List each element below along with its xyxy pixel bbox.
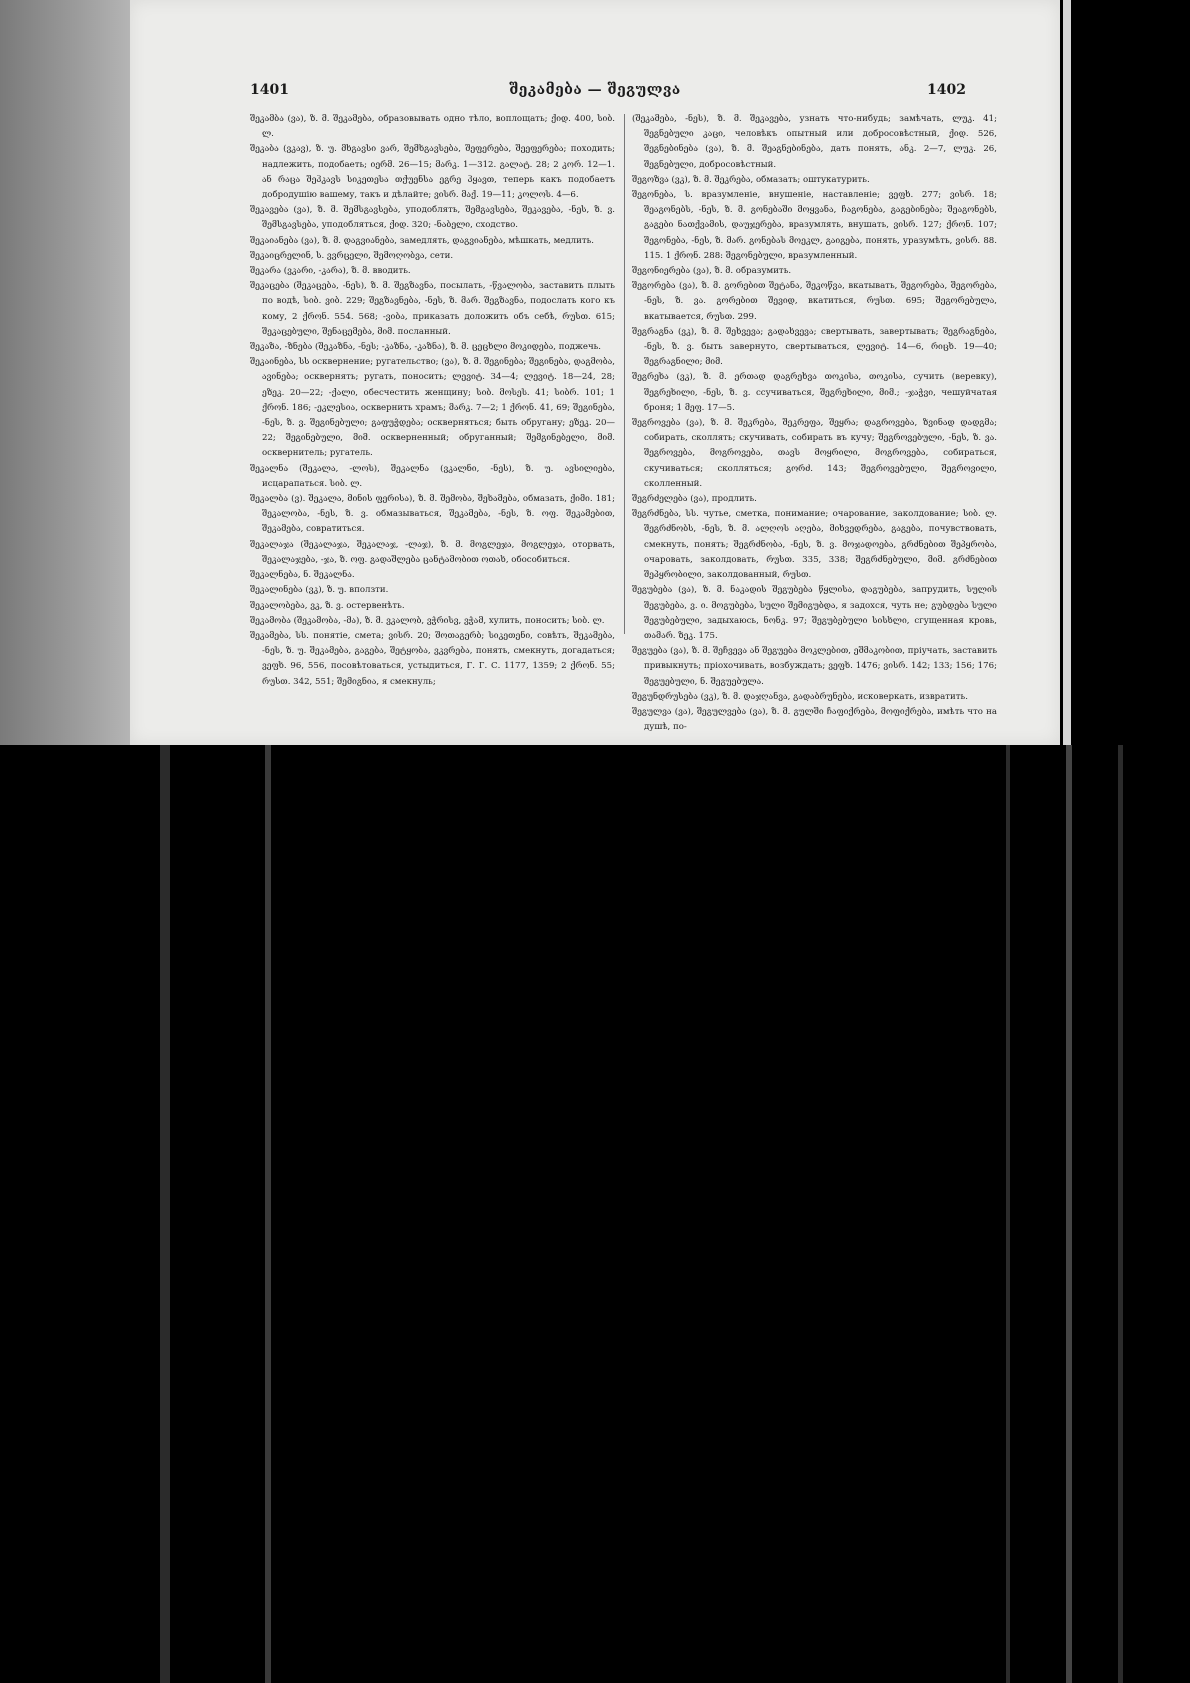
dictionary-entry: შეკამება, სს. понятіе, смета; ვისრ. 20; შოთაგერბ; სიკეთენი, совѣть, შეკამება, -ნეს, ზ. უ. შეკამება, გაგება, შეტყობა, ვკვრება, понять, смекнуть, догадаться; ვეფხ. 96, 556, посовѣтоваться, устыдиться, Г. Г. С. 1177, 1359; 2 ქრონ. 55; რუსთ. 342, 551; შემიგნია, я смекнуль;: [250, 630, 615, 687]
dictionary-entry: შეკალობება, ვკ, ზ. ვ. остервенѣть.: [250, 600, 405, 611]
page-header: [130, 82, 1060, 106]
dictionary-entry: შეკარა (ვკარი, -კარა), ზ. მ. вводить.: [250, 266, 411, 277]
dictionary-entry: შეგორება (ვა), ზ. მ. გორებით შეტანა, შეკოწვა, вкатывать, შეგორება, შეგორება, -ნეს, ზ. ვა. გორებით შევიდ, вкатиться, რუსთ. 695; შეგორებულა, вкатывается, რუსთ. 299.: [632, 281, 997, 322]
dictionary-entry: შეკაინება, სს осквернение; ругательство; (ვა), ზ. მ. შეგინება; შეგინება, დაგმობა, ავინება; осквернять; ругать, поносить; ლევიტ. 34—4; ლევიტ. 18—24, 28; ეზეკ. 20—22; -ქალი, обесчестить женщину; სიბ. მოსეს. 41; სიბრ. 101; 1 ქრონ. 186; -ეკლესია, осквернить храмъ; მარკ. 7—2; 1 ქრონ. 41, 69; შეგინება, -ნეს, ზ. ვ. შეგინებული; გაფუჭდება; оскверняться; быть обругану; ეზეკ. 20—22; შეგინებული, მიმ. оскверненный; обруганный; შემგინებელი, მიმ. осквернитель; ругатель.: [250, 357, 615, 459]
dictionary-entry: შეგუება (ვა), ზ. მ. შეჩვევა ან შეგუება მოკლებით, ეშმაკობით, пріучать, заставить привыкнуть; пріохочивать, возбуждать; ვეფხ. 1476; ვისრ. 142; 133; 156; 176; შეგუებული, ნ. შეგუებულა.: [632, 646, 997, 687]
dictionary-page: [130, 0, 1060, 745]
dictionary-entry: შეგრაგნა (ვკ), ზ. მ. შეხვევა; გადახვევა; свертывать, завертывать; შეგრაგნება, -ნეს, ზ. ვ. быть завернуто, свертываться, ლევიტ. 14—6, რიცხ. 19—40; შეგრაგნილი; მიმ.: [632, 326, 997, 368]
column-divider: [624, 114, 625, 634]
dictionary-entry: შეკაბა (ვკავ), ზ. უ. მხგავსი ვარ, შემხგავსება, შეფერება, შეეფერება; походить; надлежить, подобаеть; იერმ. 26—15; მარკ. 1—312. გალატ. 28; 2 კორ. 12—1. ან რაცა შეჰკავს სიკეთესა თქუენსა ეგრე ჰყავთ, теперь какъ подобаетъ добродушію вашему, такъ и дѣлайте; ვისრ. მაქ. 19—11; კოლოს. 4—6.: [250, 144, 615, 201]
dictionary-entry: შეგრძნება, სს. чутье, сметка, понимание; очарование, заколдование; სიბ. ლ. შეგრძნობს, -ნეს, ზ. მ. ალღოს აღება, მიხვედრება, გაგება, почувствовать, смекнуть, понять; შეგრძნობა, -ნეს, ზ. ვ. მოჯადოება, გრძნებით შეპყრობა, очаровать, заколдовать, რუსთ. 335, 338; შეგრძნებული, მიმ. გრძნებით შეპყრობილი, заколдованный, რუსთ.: [632, 509, 997, 581]
dictionary-entry: შეკამობა (შეკამობა, -მა), ზ. მ. ვკალობ, ვჭრისვ, ვჭამ, хулить, поносить; სიბ. ლ.: [250, 615, 605, 626]
dictionary-entry: შეკავება (ვა), ზ. მ. შემსგავსება, уподоблять, შემგავსება, შეკავება, -ნეს, ზ. ვ. შემსგავსება, уподобляться, ქიდ. 320; -ნაბელი, сходство.: [250, 205, 615, 231]
dictionary-entry: შეგონება, ს. вразумленіе, внушеніе, наставленіе; ვეფხ. 277; ვისრ. 18; შეაგონებს, -ნეს, ზ. მ. გონებაში მოყვანა, ჩაგონება, გაგებინება; შეაგონებს, გაგები ნათქვამის, დაუჯერება, вразумлять, внушать, ვისრ. 127; ქრონ. 107; შეგონება, -ნეს, ზ. მარ. გონებას მოეკლ, გაიგება, понять, уразумѣть, ვისრ. 88. 115. 1 ქრონ. 288: შეგონებული, вразумленный.: [632, 190, 997, 261]
dictionary-entry: შეკალნა (შეკალა, -ლოს), შეკალნა (ვკალნი, -ნეს), ზ. უ. ავსილიება, исцарапаться. სიბ. ლ.: [250, 463, 615, 489]
dictionary-entry: შეკამბა (ვა), ზ. მ. შეკამება, образовывать одно тѣло, воплощать; ქიდ. 400, სიბ. ლ.: [250, 114, 615, 140]
dictionary-entry: შეგუბება (ვა), ზ. მ. ნაკადის შეგუბება წყლისა, დაგუბება, запрудить, სულის შეგუბება, ვ. ი. მოგუბება, სული შემიგუბდა, я задохся, чуть не; გუბდება სული შეგუბებული, задыхаюсь, ნონკ. 97; შეგუბებული სისხლი, сгущенная кровь, თამარ. ზეკ. 175.: [632, 585, 997, 641]
scan-right-edge: [1063, 0, 1071, 745]
scan-bar: [1118, 745, 1123, 1683]
dictionary-entry: შეკაზა, -ზნება (შეკაზნა, -ნეს; -კაზნა, -კაზნა), ზ. მ. ცეცხლი მოკიდება, поджечь.: [250, 342, 602, 353]
dictionary-entry: (შეკამება, -ნეს), ზ. მ. შეკავება, узнать что-нибудь; замѣчать, ლუკ. 41; შეგნებული კაცი, человѣкъ опытный или добросовѣстный, ქიდ. 526, შეგნებინება (ვა), ზ. მ. შეაგნებინება, дать понять, ანკ. 2—7, ლუკ. 26, შეგნებული, добросовѣстный.: [632, 114, 997, 170]
scan-left-margin: [0, 0, 130, 745]
dictionary-entry: შეგონიერება (ვა), ზ. მ. образумить.: [632, 266, 792, 277]
running-head: შეკამება — შეგულვა: [509, 82, 681, 98]
dictionary-entry: შეკაიცრელინ, ს. ვვრცელი, შემოღობვა, сети.: [250, 250, 454, 261]
scan-bottom-area: [0, 745, 1190, 1683]
scan-bar: [1066, 745, 1072, 1683]
dictionary-entry: შეგრძელება (ვა), продлить.: [632, 494, 757, 505]
dictionary-entry: შეგროვება (ვა), ზ. მ. შეკრება, შეკრეფა, შეყრა; დაგროვება, ზვინად დადგმა; собирать, сколлять; скучивать, собирать въ кучу; შეგროვებული, -ნეს, ზ. ვა. შეგროვება, მოგროვება, თავს მოყრილი, მოგროვება, собираться, скучиваться; сколляться; გორძ. 143; შეგროვებული, შეგროვილი, сколленный.: [632, 418, 997, 489]
right-column: [632, 112, 997, 733]
scan-bar: [265, 745, 271, 1683]
scan-bar: [160, 745, 170, 1683]
left-column: [250, 112, 615, 687]
dictionary-entry: შეკალაჯა (შეკალაჯა, შეკალაჯ, -ლაჯ), ზ. მ. მოგლეჯა, მოგლეჯა, оторвать, შეკალაჯება, -ჯა, ზ. ოფ. გადაშლება ცანტამობით ოთახ, обособиться.: [250, 539, 615, 565]
dictionary-entry: შეგრეხა (ვკ), ზ. მ. ერთად დაგრეხვა თოკისა, თოკისა, сучить (веревку), შეგრეხილი, -ნეს, ზ. ვ. ссучиваться, შეგრეხილი, მიმ.; -ჯაჭვი, чешуйчатая броня; 1 მეფ. 17—5.: [632, 372, 997, 413]
scan-bar: [1006, 745, 1010, 1683]
dictionary-entry: შეკაცება (შეკაცება, -ნეს), ზ. მ. შეგზავნა, посылать, -წვალობა, заставить плыть по водѣ, სიბ. ვიბ. 229; შეგზავნება, -ნეს, ზ. მარ. შეგზავნა, подослать кого къ кому, 2 ქრონ. 554. 568; -ვიბა, приказать доложить объ себѣ, რუსთ. 615; შეკაცებული, შენაცემება, მიმ. посланный.: [250, 281, 615, 337]
dictionary-entry: შეკალბა (ვ). შეკალა, მინის ფერისა), ზ. მ. შემობა, შეხამება, обмазать, ქიმი. 181; შეკალობა, -ნეს, ზ. ვ. обмазываться, შეკამება, -ნეს, ზ. ოფ. შეკამებით, შეკამება, совратиться.: [250, 494, 615, 535]
dictionary-entry: შეგოზვა (ვკ), ზ. მ. შეკრება, обмазать; оштукатурить.: [632, 174, 870, 185]
dictionary-entry: შეკაიანება (ვა), ზ. მ. დაგვიანება, замедлять, დაგვიანება, мѣшкать, медлить.: [250, 235, 595, 246]
dictionary-entry: შეკალინება (ვკ), ზ. უ. вползти.: [250, 585, 389, 596]
page-number-left: 1401: [250, 82, 289, 98]
page-number-right: 1402: [927, 82, 966, 98]
dictionary-entry: შეგუნდრუსება (ვკ), ზ. მ. დაჯღანვა, გადაბრუნება, исковеркать, извратить.: [632, 691, 968, 702]
dictionary-entry: შეკალნება, ნ. შეკალნა.: [250, 570, 355, 581]
dictionary-entry: შეგულვა (ვა), შეგულვება (ვა), ზ. მ. გულში ჩაფიქრება, მოფიქრება, имѣть что на душѣ, по-: [632, 706, 997, 733]
